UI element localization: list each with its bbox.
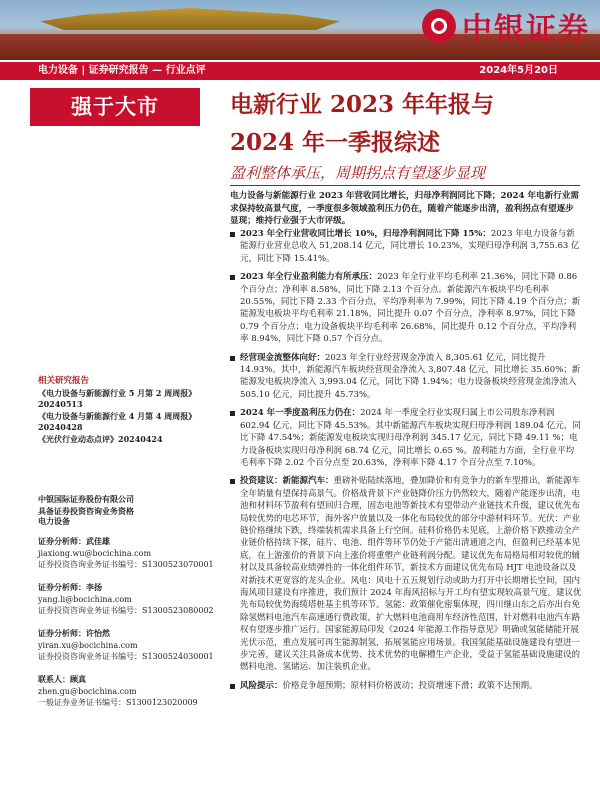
summary-paragraph: 电力设备与新能源行业 2023 年营收同比增长，归母净利润同比下降；2024 年电新行业需求保持较高景气度，一季度很多领域盈利压力仍在，随着产能逐步出清，盈利拐点有望逐步显现；维持行业强于大市评级。 [230, 191, 580, 226]
related-reports-title: 相关研究报告 [38, 376, 90, 386]
key-point: 2024 年一季度盈利压力仍在：2024 年一季度全行业实现归属上市公司股东净利润 602.94 亿元，同比下降 45.53%。其中新能源汽车板块实现归母净利润 189.04 亿元，同比下降 47.54%；新能源发电板块实现归母净利润 345.17 亿元，同比下降 49.11 %；电力设备板块实现归母净利润 68.74 亿元，同比增长 0.65 %。盈利能力方面，全行业平均毛利率下降 2.02 个百分点至 20.63%，净利率下降 4.17 个百分点至 7.10%。 [230, 407, 582, 469]
analyst-cert: 证券投资咨询业务证书编号：S1300524030001 [38, 652, 214, 661]
brand-logo [422, 4, 590, 48]
report-header-bar [0, 62, 600, 80]
contact-block: 联系人：顾真 zhen.gu@bocichina.com 一般证券业务证书编号：S1300123020009 [38, 674, 218, 709]
key-point: 2023 年全行业盈利能力有所承压：2023 年全行业平均毛利率 21.36%，同比下降 0.86 个百分点；净利率 8.58%，同比下降 2.13 个百分点。新能源汽车板块平均毛利率 20.55%，同比下降 2.33 个百分点，平均净利率为 7.99%，同比下降 4.19 个百分点；新能源发电板块平均毛利率 21.18%，同比提升 0.07 个百分点，净利率 8.97%，同比下降 0.79 个百分点；电力设备板块平均毛利率 26.68%，同比提升 0.12 个百分点，平均净利率 8.94%，同比下降 0.57 个百分点。 [230, 271, 582, 345]
title-line-1: 电新行业 2023 年年报与 [230, 91, 495, 118]
header-banner [0, 0, 600, 60]
report-title [230, 86, 590, 162]
contact-cert: 一般证券业务证书编号：S1300123020009 [38, 698, 198, 707]
analyst-block: 证券分析师：许怡然 yiran.xu@bocichina.com 证券投资咨询业务证书编号：S1300524030001 [38, 628, 218, 663]
related-report-item[interactable]: 《光伏行业动态点评》20240424 [38, 433, 163, 444]
report-category: 电力设备 | 证券研究报告 — 行业点评 [38, 65, 206, 76]
title-divider [230, 185, 580, 186]
company-info: 中银国际证券股份有限公司 具备证券投资咨询业务资格 [38, 494, 134, 516]
key-point: 2023 年全行业营收同比增长 10%，归母净利润同比下降 15%：2023 年电力设备与新能源行业营业总收入 51,208.14 亿元，同比增长 10.23%，实现归母净利润 3,755.63 亿元，同比下降 15.41%。 [230, 228, 582, 265]
related-report-item[interactable]: 《电力设备与新能源行业 5 月第 2 周周报》 20240513 [38, 387, 197, 409]
related-reports [38, 376, 218, 445]
report-subtitle: 盈利整体承压，周期拐点有望逐步显现 [230, 164, 486, 182]
key-point: 经营现金流整体向好：2023 年全行业经营现金净流入 8,305.61 亿元，同比提升 14.93%。其中，新能源汽车板块经营现金净流入 3,807.48 亿元，同比增长 35.60%；新能源发电板块净流入 3,993.04 亿元，同比下降 1.94%；电力设备板块经营现金流净流入 505.10 亿元，同比提升 45.73%。 [230, 352, 582, 402]
related-report-item[interactable]: 《电力设备与新能源行业 4 月第 4 周周报》 20240428 [38, 410, 197, 432]
key-point: 风险提示：价格竞争超预期；原材料价格波动；投资增速下滑；政策不达预期。 [230, 680, 582, 692]
analyst-email[interactable]: jiaxiong.wu@bocichina.com [38, 548, 152, 558]
logo-text: 中银证券 [462, 12, 590, 47]
analyst-block: 证券分析师：武佳雄 jiaxiong.wu@bocichina.com 证券投资咨询业务证书编号：S1300523070001 [38, 536, 218, 571]
report-date: 2024年5月20日 [479, 65, 558, 76]
sector-name: 电力设备 [38, 516, 70, 526]
analyst-email[interactable]: yang.li@bocichina.com [38, 594, 132, 604]
analyst-email[interactable]: yiran.xu@bocichina.com [38, 640, 138, 650]
rating-badge: 强于大市 [30, 88, 200, 126]
key-point: 投资建议：新能源汽车：重磅补贴陆续落地，叠加降价和有竞争力的新车型推出，新能源车全年销量有望保持高景气。价格战背景下产业链降价压力仍然较大，随着产能逐步出清，电池和材料环节盈利有望回归合理，固态电池等新技术有望带动产业链技术升级，建议优先布局较优势的电芯环节，海外客户放量以及一体化布局较优的部分中游材料环节。光伏：产业链价格继续下跌，终端装机需求具备上行空间。硅料价格仍未见底，上游价格下跌推动全产业链价格持续下探，硅片、电池、组件等环节仍处于产能出清通道之内，但盈利已经基本见底，在上游涨价的背景下向上涨价将重塑产业链利润分配。建议优先布局格局相对较优的辅材以及具备较高业绩弹性的一体化组件环节，新技术方面建议优先布局 HJT 电池设备以及对新技术更宽容的龙头企业。风电：风电十五五规划行动或助力打开中长期增长空间，国内海风项目建设有序推进，我们预计 2024 年海风招标与开工均有望实现较高景气度，建议优先布局较优势海缆塔桩基主机等环节。氢能：政策催化密集体现，四川继山东之后亦出台免除氢燃料电池汽车高速通行费政策，扩大燃料电池商用车经济性范围，针对燃料电池汽车路权有望逐步推广运行。国家能源局印发《2024 年能源工作指导意见》明确或氢能储能开展光伏示范，重点发展可再生能源制氢，拓展氢能应用场景。我国氢能基础设施建设有望进一步完善，建议关注具备成本优势、技术优势的电解槽生产企业，受益于氢能基础设施建设的燃料电池、氢储运、加注装机企业。 [230, 475, 582, 674]
analyst-block: 证券分析师：李扬 yang.li@bocichina.com 证券投资咨询业务证书编号：S1300523080002 [38, 582, 218, 617]
logo-icon [422, 9, 456, 43]
contact-email[interactable]: zhen.gu@bocichina.com [38, 686, 137, 696]
analyst-cert: 证券投资咨询业务证书编号：S1300523080002 [38, 606, 214, 615]
palace-roof-illustration [40, 8, 340, 30]
title-line-2: 2024 年一季报综述 [230, 129, 441, 156]
analyst-cert: 证券投资咨询业务证书编号：S1300523070001 [38, 560, 214, 569]
key-points-list [230, 228, 582, 698]
